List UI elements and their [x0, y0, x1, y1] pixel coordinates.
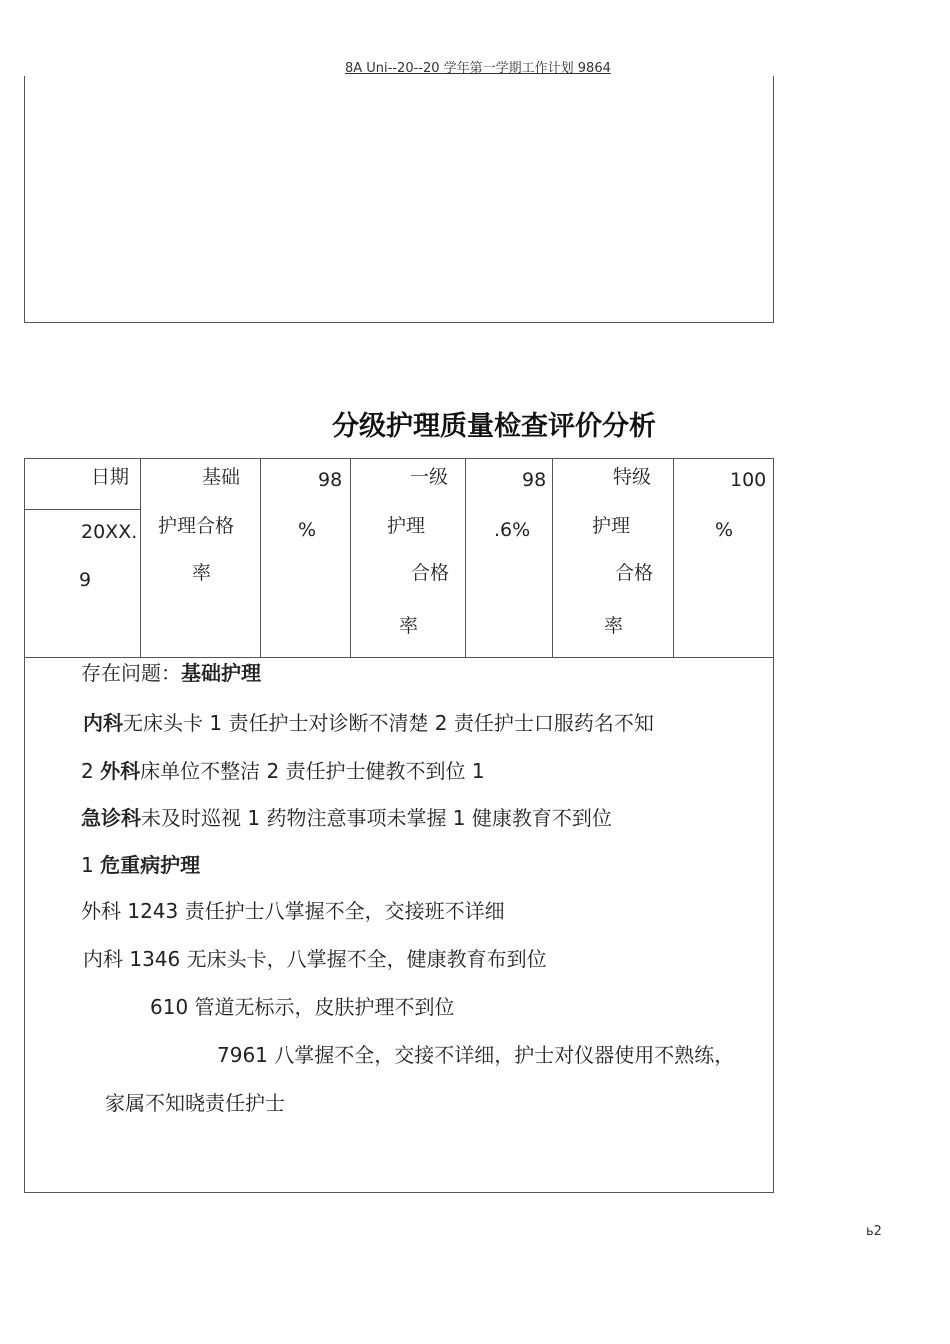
- special-care-label: 率: [604, 615, 624, 637]
- special-care-label: 特级: [613, 466, 652, 488]
- table-divider: [350, 459, 351, 658]
- special-care-label: 护理: [592, 515, 631, 537]
- problem-line: 7961 八掌握不全，交接不详细，护士对仪器使用不熟练，: [217, 1043, 735, 1067]
- level1-care-rate: 98: [522, 469, 547, 491]
- basic-care-rate: %: [298, 519, 317, 541]
- table-divider: [673, 459, 674, 658]
- problem-line: 内科无床头卡 1 责任护士对诊断不清楚 2 责任护士口服药名不知: [83, 711, 654, 735]
- page-header: 8A Uni--20--20 学年第一学期工作计划 9864: [345, 61, 611, 76]
- date-value: 9: [79, 569, 92, 591]
- previous-table-continuation: [24, 76, 774, 323]
- basic-care-label: 率: [192, 562, 212, 584]
- document-title: 分级护理质量检查评价分析: [332, 411, 656, 442]
- level1-care-rate: .6%: [494, 519, 531, 541]
- problems-heading: 存在问题：基础护理: [81, 661, 261, 685]
- table-divider: [140, 459, 141, 658]
- table-divider: [25, 509, 140, 510]
- rate-table: [24, 458, 774, 658]
- level1-care-label: 率: [399, 615, 419, 637]
- level1-care-label: 护理: [387, 515, 426, 537]
- problem-line: 家属不知晓责任护士: [105, 1091, 285, 1115]
- page-number: ь2: [866, 1224, 882, 1239]
- basic-care-label: 护理合格: [158, 515, 235, 537]
- level1-care-label: 一级: [410, 466, 449, 488]
- table-divider: [552, 459, 553, 658]
- special-care-rate: %: [715, 519, 734, 541]
- problem-line: 内科 1346 无床头卡，八掌握不全，健康教育布到位: [83, 947, 547, 971]
- problem-line: 610 管道无标示，皮肤护理不到位: [150, 995, 455, 1019]
- problems-section: [24, 657, 774, 1193]
- special-care-rate: 100: [730, 469, 767, 491]
- problem-line: 急诊科未及时巡视 1 药物注意事项未掌握 1 健康教育不到位: [81, 806, 612, 830]
- table-divider: [465, 459, 466, 658]
- basic-care-rate: 98: [318, 469, 343, 491]
- critical-care-heading: 1 危重病护理: [81, 853, 201, 877]
- table-divider: [260, 459, 261, 658]
- date-label: 日期: [91, 466, 130, 488]
- basic-care-label: 基础: [202, 466, 241, 488]
- problem-line: 2 外科床单位不整洁 2 责任护士健教不到位 1: [81, 759, 485, 783]
- date-value: 20XX.: [81, 521, 138, 543]
- level1-care-label: 合格: [411, 562, 450, 584]
- special-care-label: 合格: [615, 562, 654, 584]
- problem-line: 外科 1243 责任护士八掌握不全，交接班不详细: [81, 899, 505, 923]
